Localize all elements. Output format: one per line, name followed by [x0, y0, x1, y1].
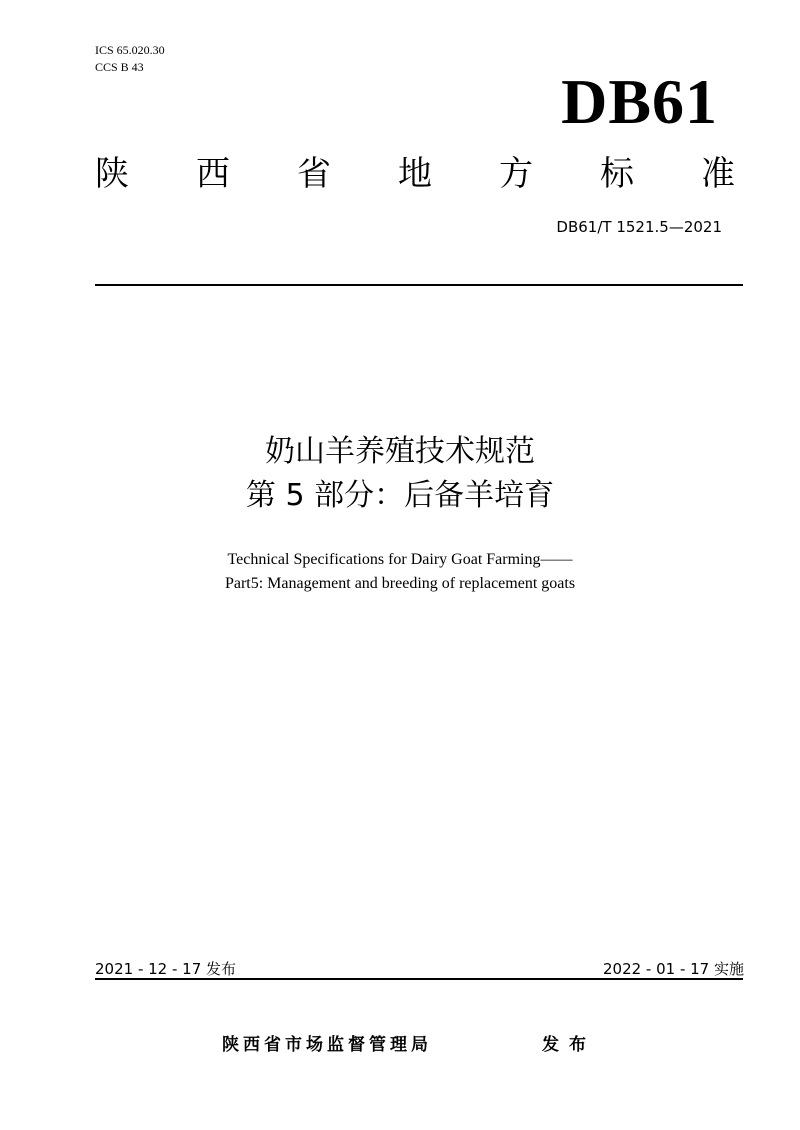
document-title-zh: [0, 430, 800, 518]
standard-category-title: [95, 152, 735, 196]
classification-codes: [95, 42, 165, 76]
implement-date: 2022 - 01 - 17 实施: [602, 960, 744, 978]
ccs-code: CCS B 43: [95, 60, 144, 74]
ics-code: ICS 65.020.30: [95, 43, 165, 57]
title-char: 陕: [95, 154, 129, 194]
title-char: 地: [398, 154, 432, 194]
footer-divider: [95, 978, 743, 980]
issue-date: 2021 - 12 - 17 发布: [95, 960, 237, 978]
title-char: 标: [600, 154, 634, 194]
title-char: 省: [297, 154, 331, 194]
publisher-name: 陕西省市场监督管理局: [222, 1035, 432, 1055]
en-title-line-1: Technical Specifications for Dairy Goat Farming——: [227, 551, 573, 568]
title-char: 西: [196, 154, 230, 194]
title-char: 方: [499, 154, 533, 194]
standard-number: DB61/T 1521.5—2021: [556, 218, 722, 236]
title-char: 准: [701, 154, 735, 194]
standard-code-logo: DB61: [561, 66, 718, 137]
document-title-en: [0, 548, 800, 596]
issue-label: 发布: [542, 1035, 596, 1055]
title-line-2: 第 5 部分：后备羊培育: [245, 478, 555, 513]
header-divider: [95, 284, 743, 286]
en-title-line-2: Part5: Management and breeding of replacement goats: [224, 575, 576, 592]
title-line-1: 奶山羊养殖技术规范: [265, 434, 535, 469]
